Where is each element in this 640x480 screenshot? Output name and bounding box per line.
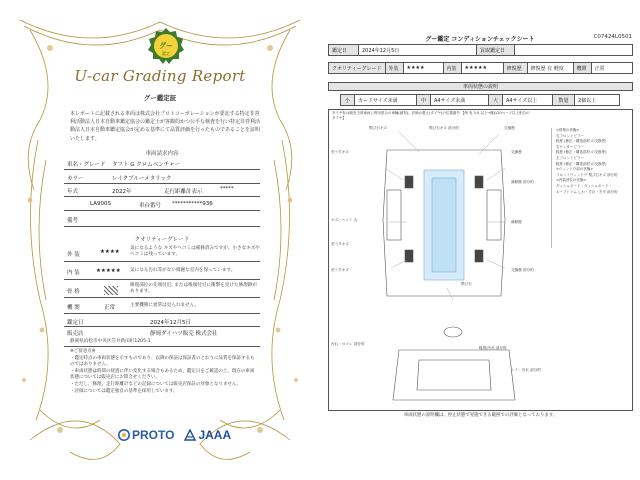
machine-description: 主要機関に異常は見られません。 bbox=[130, 303, 200, 308]
note-frame-title: <骨格の状態> bbox=[556, 128, 580, 132]
condition-check-sheet bbox=[320, 0, 640, 480]
note-line: 右センターピラー bbox=[556, 144, 584, 149]
label-right-mid-c: 補修歴 bbox=[511, 220, 522, 224]
svg-text:鑑定: 鑑定 bbox=[162, 51, 170, 56]
sheet-title: グー鑑定 コンディションチェックシート bbox=[425, 36, 535, 43]
legend-card-size: カードサイズ未満 bbox=[355, 95, 417, 106]
label-left-mid-c: 荒うすキズ bbox=[331, 242, 349, 246]
note-item: ・車両状態は時間の経過に伴い変化する場合もあるため、鑑定日をご確認の上、現在の車両状態については販売店にお問合せください。 bbox=[70, 368, 255, 381]
interior-label: 内 装 bbox=[67, 270, 80, 276]
date-table bbox=[328, 44, 633, 56]
vehicle-condition-diagram bbox=[328, 109, 633, 411]
legend-a4: A4サイズ未満 bbox=[431, 95, 489, 106]
interior-stars: ★★★★★ bbox=[96, 268, 121, 274]
date-value: 2024年12月5日 bbox=[359, 45, 477, 56]
dealer-date-label: 買取鑑定日 bbox=[477, 45, 515, 56]
seller-label: 販売店 bbox=[67, 331, 84, 337]
memo-label: 備考 bbox=[67, 218, 79, 224]
quality-section-heading: クオリティーグレード bbox=[134, 237, 190, 243]
legend-medium: 中 bbox=[417, 95, 431, 106]
notes-title: ※ご留意点※ bbox=[70, 349, 96, 354]
certificate-subtitle: グー鑑定証 bbox=[143, 94, 177, 102]
exterior-stars: ★★★★ bbox=[100, 249, 120, 255]
dealer-date-value bbox=[515, 45, 633, 56]
divider bbox=[64, 196, 260, 197]
note-line: フロントウィンドウ 飛び石キズ 部分的 bbox=[556, 172, 618, 177]
certificate-intro-text: 本レポートに記載される車両は株式会社プロトコーポレーションが委託する特定非営利活動法人日本自動車鑑定協会の鑑定士が客観的かつ公平な検査を行い特定非営利活動法人日本自動車鑑定協会が定める基準にて品質評価を行ったものであることを証明いたします。 bbox=[70, 111, 261, 142]
sheet-interior-stars: ★★★★★ bbox=[461, 63, 503, 74]
label-left-low: 荒うすキズ bbox=[331, 268, 349, 272]
machine-label: 機 関 bbox=[67, 305, 80, 311]
label-front-right-top: 交換歴 bbox=[504, 126, 515, 130]
goo-appraisal-seal-icon bbox=[147, 27, 185, 65]
seller-address: 静岡県浜松市中央区笠井新田町1205-1 bbox=[70, 339, 151, 344]
year-value: 2022年 bbox=[112, 189, 132, 195]
chassis-value: ***********936 bbox=[172, 201, 213, 207]
vehicle-section-heading: 車両請求内容 bbox=[145, 151, 179, 157]
divider bbox=[64, 346, 260, 347]
repair-value: 修復歴 有 軽度 bbox=[527, 63, 573, 74]
sheet-footnote: 車両状態の説明欄は、停止状態で実施できる範囲での評価となっております。 bbox=[403, 413, 558, 418]
sheet-interior-label: 内装 bbox=[443, 63, 461, 74]
grade-label: クオリティーグレード bbox=[329, 63, 386, 74]
frame-label: 骨 格 bbox=[67, 289, 80, 295]
engine-value: 正常 bbox=[591, 63, 632, 74]
legend-a4-over: A4サイズ以上 bbox=[503, 95, 553, 106]
note-interior-title: <内装部位の状態> bbox=[556, 178, 587, 183]
color-value: レイクブルーメタリック bbox=[112, 176, 172, 182]
label-left-mid-a: 荒うすキズ bbox=[331, 150, 349, 154]
model-value: タフト G クロムベンチャー bbox=[112, 162, 181, 168]
appraisal-date-label: 鑑定日 bbox=[67, 320, 84, 326]
note-line: 軽度 (修正・構造部材 の交換等) bbox=[556, 150, 607, 155]
chassis-label: 車台番号 bbox=[139, 203, 162, 209]
right-notes bbox=[556, 128, 634, 195]
legend-small: 小 bbox=[341, 95, 355, 106]
date-label: 鑑定日 bbox=[329, 45, 359, 56]
note-line: 軽度 (修正・構造部材 の交換等) bbox=[556, 161, 607, 166]
note-item: ・評価については鑑定独自の基準を採用しています。 bbox=[70, 388, 178, 394]
interior-description: 気になる汚れ等がない綺麗な室内を保っています。 bbox=[130, 268, 236, 273]
proto-mark-icon bbox=[118, 429, 130, 441]
label-right-low: 交換歴 部分的 bbox=[511, 268, 534, 272]
label-center-low: 飛び石 bbox=[461, 282, 472, 286]
appraisal-date: 2024年12月5日 bbox=[150, 320, 191, 326]
frame-description: 修復部位の先端付近, または後端付近に衝撃を受けた修理跡があります。 bbox=[130, 283, 257, 295]
note-item: ・ただし、修理、走行距離計などの記録については販売店保証の対象となりません。 bbox=[70, 381, 242, 387]
jaaa-mark-icon bbox=[184, 429, 196, 441]
grade-table bbox=[328, 62, 633, 74]
divider bbox=[64, 169, 260, 170]
divider bbox=[64, 326, 260, 327]
legend-large: 大 bbox=[489, 95, 503, 106]
divider bbox=[64, 297, 260, 298]
jaaa-logo bbox=[184, 428, 231, 442]
exterior-description: 気になるような キズやヘコミは補修済みですが、小さなキズや ヘコミは残っています。 bbox=[130, 246, 260, 258]
repair-label: 修復歴 bbox=[503, 63, 527, 74]
label-front-left-top: 飛び石キズ bbox=[369, 126, 387, 130]
label-right-mid-b: 補修歴 部分的 bbox=[511, 180, 534, 184]
report-title: U-car Grading Report bbox=[74, 67, 246, 85]
proto-logo bbox=[118, 428, 174, 442]
mileage-label: 走行距離計表示 bbox=[164, 189, 203, 195]
state-header: 車両状態の説明 bbox=[328, 82, 633, 91]
right-notes-box bbox=[551, 128, 633, 248]
model-label: 車名・グレード bbox=[67, 162, 106, 168]
mileage-value: ***** bbox=[220, 186, 234, 192]
divider bbox=[64, 210, 260, 211]
color-label: カラー bbox=[67, 176, 84, 182]
engine-label: 機関 bbox=[573, 63, 591, 74]
note-item: ・鑑定時点の車両状態を示すものであり、以降の保証は保証書のとおりに品質を保証するものではありません。 bbox=[70, 355, 255, 368]
svg-text:グー: グー bbox=[159, 42, 173, 50]
model-code: LA900S bbox=[90, 201, 111, 207]
note-line: ルーフトリム しわ・すれ・きず 部分的 bbox=[556, 189, 618, 194]
label-top-center: 飛び石キズ 部分的 bbox=[429, 126, 459, 130]
divider bbox=[64, 279, 260, 280]
year-label: 年式 bbox=[67, 189, 79, 195]
sheet-exterior-label: 外装 bbox=[385, 63, 403, 74]
frame-grade-hatch bbox=[104, 286, 118, 295]
logo-row bbox=[118, 428, 231, 442]
jaaa-logo-text: JAAA bbox=[198, 428, 232, 442]
machine-value: 正常 bbox=[104, 305, 116, 311]
label-interior-center: 軽度/汚れ 部分的 bbox=[479, 346, 507, 350]
label-rear-left: 汚れ・ヨゴレ 部分的 bbox=[331, 342, 365, 346]
sheet-exterior-stars: ★★★★ bbox=[403, 63, 443, 74]
note-line: 右フロントピラー bbox=[556, 133, 584, 138]
exterior-label: 外 装 bbox=[67, 252, 80, 258]
divider bbox=[64, 313, 260, 314]
notes-block bbox=[70, 349, 258, 395]
note-line: 軽度 (修正・構造部材 の交換等) bbox=[556, 139, 607, 144]
seller-name: 静岡ダイハツ販売 株式会社 bbox=[150, 331, 218, 337]
divider bbox=[64, 261, 260, 262]
tire-warning-text: タイヤ有は販売当該車両に利用度合の車輛(減判)。評価の数え(タイヤ)の位置番号 【例 有 3.0 以上→概ね20ページ以上相当のタイヤ】 bbox=[332, 111, 530, 120]
size-legend-table bbox=[340, 94, 620, 106]
note-line: 左フロントピラー bbox=[556, 155, 584, 160]
legend-count-value: 2個以上 bbox=[575, 95, 620, 106]
sheet-code: C07424L0501 bbox=[593, 34, 632, 40]
note-window-title: <ウィンドウ部の状態> bbox=[556, 167, 594, 172]
legend-count-label: 数量 bbox=[553, 95, 575, 106]
label-right-mid-a: 交換歴 bbox=[511, 150, 522, 154]
proto-logo-text: PROTO bbox=[132, 428, 175, 442]
divider bbox=[64, 183, 260, 184]
note-line: ダッシュボード・ダッシュボード・ bbox=[556, 183, 612, 188]
divider bbox=[64, 226, 260, 227]
label-rear-right: シミ・汚れ 部分的 bbox=[511, 368, 541, 372]
label-left-mid-b: キズ・ヘコミ 大 bbox=[331, 218, 358, 222]
